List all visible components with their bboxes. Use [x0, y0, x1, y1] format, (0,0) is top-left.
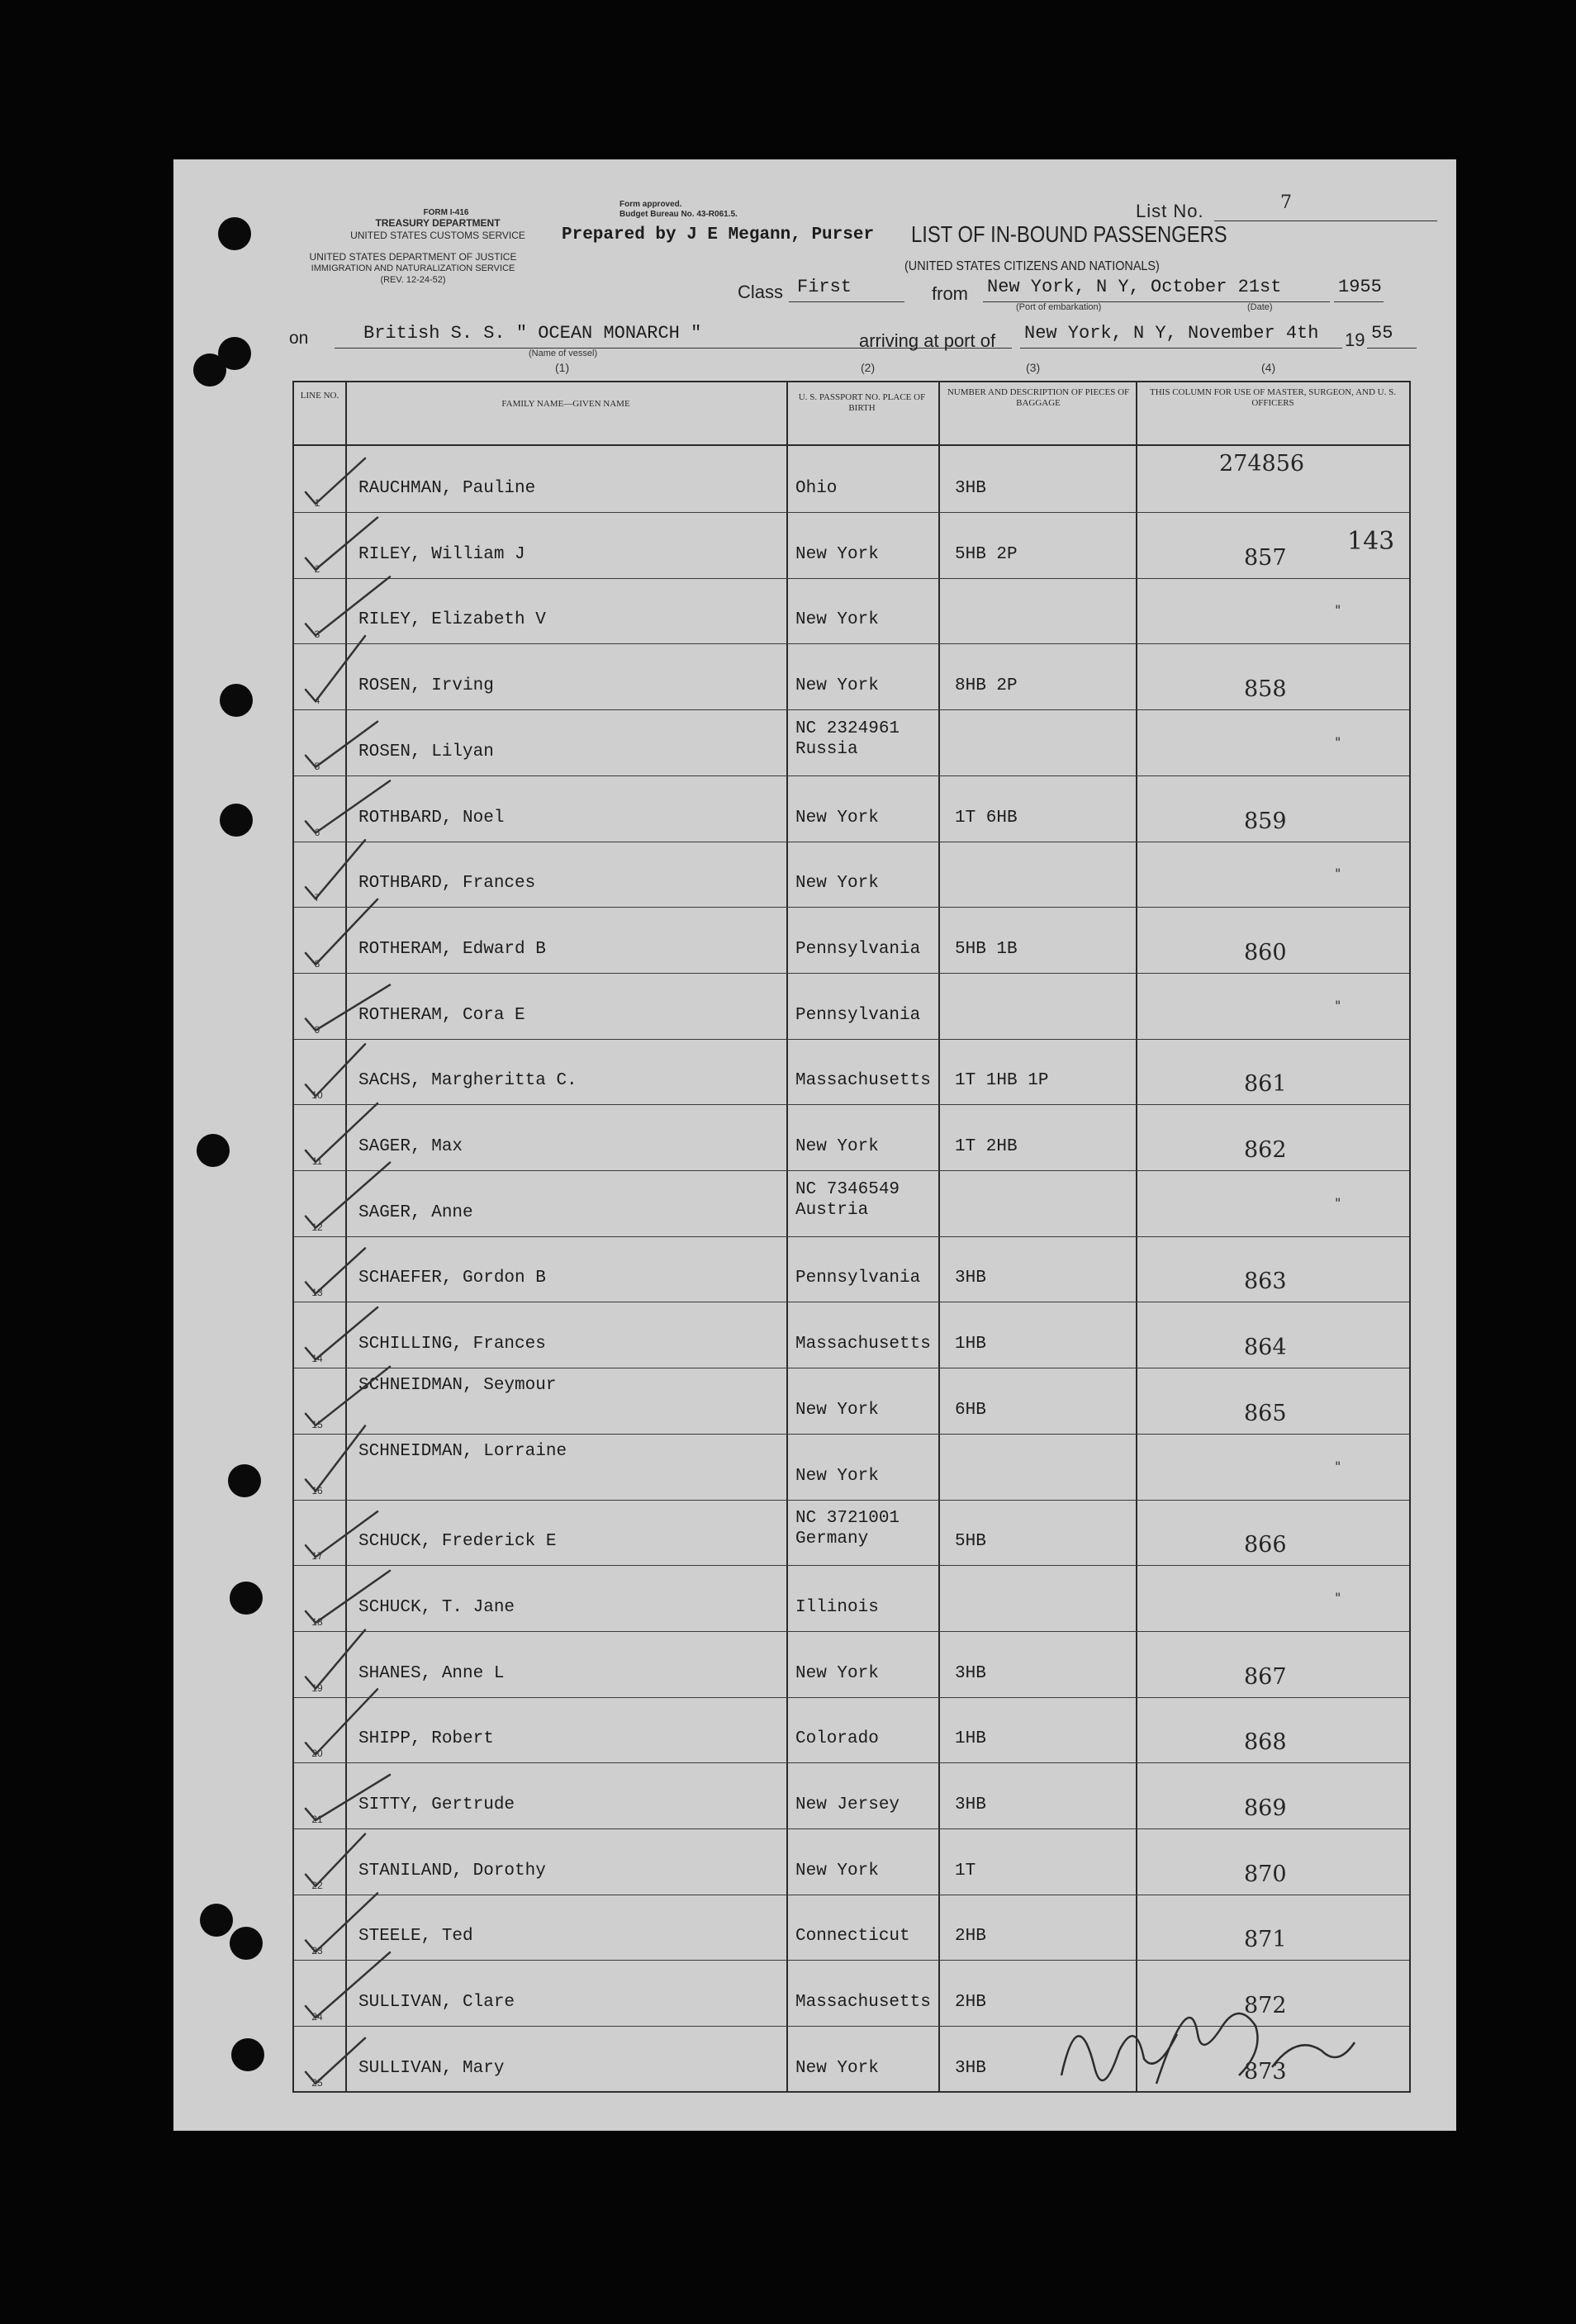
form-subtitle: (UNITED STATES CITIZENS AND NATIONALS)	[904, 259, 1160, 273]
ditto-mark: "	[1335, 997, 1341, 1013]
list-number-label: List No.	[1136, 201, 1204, 221]
passenger-name: RILEY, Elizabeth V	[358, 610, 546, 630]
officer-number: 864	[1244, 1335, 1287, 1361]
baggage: 1T 6HB	[955, 808, 1018, 828]
arrival-port: New York, N Y, November 4th	[1024, 323, 1319, 344]
baggage: 5HB 1B	[955, 939, 1018, 959]
vessel-name: British S. S. " OCEAN MONARCH "	[363, 323, 702, 344]
officer-number: 865	[1244, 1400, 1287, 1426]
place-of-birth: New York	[795, 544, 879, 564]
place-of-birth: Massachusetts	[795, 1335, 931, 1354]
table-row	[294, 643, 1409, 710]
ditto-mark: "	[1335, 866, 1341, 882]
officer-number: 871	[1244, 1927, 1287, 1953]
table-row	[294, 1565, 1409, 1632]
table-row	[294, 709, 1409, 776]
table-row	[294, 1104, 1409, 1171]
officer-number: 867	[1244, 1663, 1287, 1690]
officer-number: 863	[1244, 1269, 1287, 1295]
place-of-birth: Pennsylvania	[795, 1005, 921, 1025]
officer-number: 274856	[1219, 451, 1305, 477]
passenger-name: SCHILLING, Frances	[358, 1335, 546, 1354]
place-of-birth: New York	[795, 1137, 879, 1156]
immigration-service: IMMIGRATION AND NATURALIZATION SERVICE	[311, 263, 515, 273]
passenger-table	[292, 381, 1411, 2093]
from-label: from	[932, 283, 968, 304]
place-of-birth-country: Russia	[795, 739, 858, 759]
passenger-name: SCHNEIDMAN, Lorraine	[358, 1441, 567, 1461]
binder-hole	[200, 1904, 233, 1937]
place-of-birth: New York	[795, 1663, 879, 1683]
baggage: 1T	[955, 1861, 976, 1881]
line-number: 19	[311, 1681, 323, 1694]
baggage: 3HB	[955, 479, 986, 498]
place-of-birth: Colorado	[795, 1729, 879, 1749]
officer-number: 870	[1244, 1861, 1287, 1887]
line-number: 5	[314, 760, 320, 772]
baggage: 2HB	[955, 1927, 986, 1947]
ditto-mark: "	[1335, 602, 1341, 619]
officer-number: 857	[1244, 544, 1287, 571]
class-label: Class	[738, 282, 784, 302]
col-num-4: (4)	[1261, 361, 1276, 374]
line-number: 24	[311, 2011, 323, 2023]
line-number: 16	[311, 1484, 323, 1496]
passenger-name: ROTHERAM, Cora E	[358, 1005, 525, 1025]
passenger-name: SCHAEFER, Gordon B	[358, 1269, 546, 1288]
place-of-birth: New York	[795, 610, 879, 630]
table-row	[294, 1696, 1409, 1763]
table-row	[294, 1499, 1409, 1566]
place-of-birth: New York	[795, 2058, 879, 2078]
passenger-name: SITTY, Gertrude	[358, 1795, 515, 1814]
baggage: 1T 2HB	[955, 1137, 1018, 1156]
ditto-mark: "	[1335, 1458, 1341, 1474]
ditto-mark: "	[1335, 733, 1341, 750]
line-number: 25	[311, 2076, 323, 2089]
passenger-name: ROSEN, Irving	[358, 676, 494, 696]
budget-bureau: Budget Bureau No. 43-R061.5.	[619, 210, 738, 219]
binder-hole	[228, 1464, 261, 1497]
passenger-name: SCHUCK, Frederick E	[358, 1532, 557, 1552]
date-caption: (Date)	[1247, 302, 1273, 312]
revision-date: (REV. 12-24-52)	[380, 275, 446, 285]
line-number: 3	[314, 628, 320, 641]
place-of-birth: Connecticut	[795, 1927, 910, 1947]
vessel-caption: (Name of vessel)	[529, 349, 598, 358]
passenger-name: ROSEN, Lilyan	[358, 742, 494, 761]
customs-service: UNITED STATES CUSTOMS SERVICE	[350, 230, 525, 241]
place-of-birth: Ohio	[795, 479, 838, 498]
officer-number: 866	[1244, 1532, 1287, 1558]
officer-number: 858	[1244, 676, 1287, 703]
table-row	[294, 841, 1409, 908]
header-officers: THIS COLUMN FOR USE OF MASTER, SURGEON, AND U. S. OFFICERS	[1150, 387, 1396, 408]
officer-number: 869	[1244, 1795, 1287, 1821]
baggage: 1HB	[955, 1335, 986, 1354]
department-of-justice: UNITED STATES DEPARTMENT OF JUSTICE	[309, 251, 517, 263]
binder-hole	[218, 217, 251, 250]
table-row	[294, 973, 1409, 1040]
line-number: 6	[314, 826, 320, 838]
line-number: 1	[314, 497, 320, 509]
binder-hole	[193, 353, 226, 387]
line-number: 17	[311, 1550, 323, 1563]
line-number: 22	[311, 1879, 323, 1891]
place-of-birth: NC 3721001	[795, 1509, 900, 1529]
officer-number: 868	[1244, 1729, 1287, 1756]
baggage: 1HB	[955, 1729, 986, 1749]
line-number: 9	[314, 1023, 320, 1036]
baggage: 5HB 2P	[955, 544, 1018, 564]
passenger-name: SULLIVAN, Mary	[358, 2058, 505, 2078]
baggage: 2HB	[955, 1993, 986, 2013]
line-number: 20	[311, 1748, 323, 1760]
officer-number: 860	[1244, 939, 1287, 965]
place-of-birth: New York	[795, 1861, 879, 1881]
passenger-name: SCHNEIDMAN, Seymour	[358, 1375, 557, 1395]
arriving-label: arriving at port of	[859, 330, 996, 351]
passenger-name: SACHS, Margheritta C.	[358, 1071, 577, 1091]
table-row	[294, 1894, 1409, 1961]
place-of-birth: Pennsylvania	[795, 939, 921, 959]
table-row	[294, 577, 1409, 644]
baggage: 8HB 2P	[955, 676, 1018, 696]
embarkation-caption: (Port of embarkation)	[1016, 302, 1102, 312]
passenger-name: ROTHERAM, Edward B	[358, 939, 546, 959]
place-of-birth: NC 7346549	[795, 1179, 900, 1199]
table-row	[294, 512, 1409, 579]
table-row	[294, 1236, 1409, 1302]
table-row	[294, 1170, 1409, 1237]
passenger-name: ROTHBARD, Frances	[358, 874, 536, 894]
passenger-name: SHIPP, Robert	[358, 1729, 494, 1749]
header-name: FAMILY NAME—GIVEN NAME	[501, 399, 630, 409]
binder-hole	[230, 1582, 263, 1615]
line-number: 7	[314, 892, 320, 904]
passenger-name: RAUCHMAN, Pauline	[358, 479, 536, 498]
baggage: 5HB	[955, 1532, 986, 1552]
line-number: 8	[314, 957, 320, 970]
place-of-birth: Illinois	[795, 1597, 879, 1617]
margin-number: 143	[1347, 527, 1395, 556]
baggage: 1T 1HB 1P	[955, 1071, 1049, 1091]
place-of-birth: Massachusetts	[795, 1993, 931, 2013]
officer-number: 861	[1244, 1071, 1287, 1098]
place-of-birth: NC 2324961	[795, 719, 900, 738]
passenger-name: SHANES, Anne L	[358, 1663, 505, 1683]
arrival-year: 55	[1371, 323, 1393, 344]
place-of-birth-country: Austria	[795, 1200, 869, 1220]
officer-number: 859	[1244, 808, 1287, 834]
place-of-birth: New York	[795, 676, 879, 696]
place-of-birth: New York	[795, 1466, 879, 1486]
embarkation-year: 1955	[1338, 277, 1382, 297]
line-number: 10	[311, 1089, 323, 1102]
passenger-name: SCHUCK, T. Jane	[358, 1597, 515, 1617]
col-num-2: (2)	[861, 361, 876, 374]
binder-hole	[230, 1927, 263, 1960]
baggage: 3HB	[955, 1663, 986, 1683]
passenger-list-sheet	[173, 159, 1456, 2131]
col-num-3: (3)	[1026, 361, 1041, 374]
place-of-birth: Massachusetts	[795, 1071, 931, 1091]
passenger-name: ROTHBARD, Noel	[358, 808, 505, 828]
line-number: 21	[311, 1814, 323, 1825]
passenger-name: SAGER, Max	[358, 1137, 463, 1156]
line-number: 14	[311, 1353, 323, 1365]
prepared-by: Prepared by J E Megann, Purser	[562, 225, 875, 244]
passenger-name: SAGER, Anne	[358, 1202, 473, 1222]
binder-hole	[220, 684, 253, 717]
line-number: 11	[311, 1155, 323, 1167]
list-number: 7	[1280, 192, 1292, 213]
place-of-birth-country: Germany	[795, 1530, 869, 1549]
treasury-department: TREASURY DEPARTMENT	[375, 217, 501, 229]
table-row	[294, 2026, 1409, 2093]
officer-number: 862	[1244, 1137, 1287, 1163]
baggage: 6HB	[955, 1400, 986, 1420]
passenger-name: STANILAND, Dorothy	[358, 1861, 546, 1881]
table-row	[294, 907, 1409, 974]
place-of-birth: New York	[795, 874, 879, 894]
table-row	[294, 1828, 1409, 1895]
baggage: 3HB	[955, 1795, 986, 1814]
baggage: 3HB	[955, 2058, 986, 2078]
binder-hole	[231, 2038, 264, 2071]
table-row	[294, 1960, 1409, 2027]
ditto-mark: "	[1335, 1589, 1341, 1605]
header-passport: U. S. PASSPORT NO. PLACE OF BIRTH	[798, 392, 926, 413]
table-row	[294, 1038, 1409, 1105]
ditto-mark: "	[1335, 1194, 1341, 1211]
table-row	[294, 1368, 1409, 1435]
passenger-name: STEELE, Ted	[358, 1927, 473, 1947]
header-baggage: NUMBER AND DESCRIPTION OF PIECES OF BAGGAGE	[947, 387, 1130, 408]
place-of-birth: Pennsylvania	[795, 1269, 921, 1288]
line-number: 23	[311, 1945, 323, 1957]
place-of-birth: New Jersey	[795, 1795, 900, 1814]
table-row	[294, 1762, 1409, 1829]
officer-number: 872	[1244, 1993, 1287, 2019]
binder-hole	[220, 804, 253, 837]
form-title: LIST OF IN-BOUND PASSENGERS	[911, 221, 1227, 247]
line-number: 15	[311, 1418, 323, 1430]
line-number: 12	[311, 1221, 323, 1233]
arrival-year-prefix: 19	[1345, 330, 1365, 350]
on-label: on	[289, 329, 309, 348]
class-value: First	[797, 277, 852, 297]
line-number: 2	[314, 562, 320, 575]
table-row	[294, 1302, 1409, 1368]
officer-number: 873	[1244, 2058, 1287, 2084]
table-row	[294, 775, 1409, 842]
binder-hole	[197, 1134, 230, 1167]
line-number: 4	[314, 695, 320, 707]
line-number: 18	[311, 1615, 323, 1628]
place-of-birth: New York	[795, 1400, 879, 1420]
table-row	[294, 446, 1409, 513]
table-row	[294, 1631, 1409, 1698]
line-number: 13	[311, 1287, 323, 1299]
baggage: 3HB	[955, 1269, 986, 1288]
passenger-name: SULLIVAN, Clare	[358, 1993, 515, 2013]
col-num-1: (1)	[555, 361, 570, 374]
place-of-birth: New York	[795, 808, 879, 828]
form-number: FORM I-416	[423, 208, 469, 217]
form-approved: Form approved.	[619, 200, 682, 209]
table-row	[294, 1434, 1409, 1501]
passenger-name: RILEY, William J	[358, 544, 525, 564]
header-line-no: LINE NO.	[300, 391, 339, 401]
embarkation-port: New York, N Y, October 21st	[987, 277, 1282, 297]
